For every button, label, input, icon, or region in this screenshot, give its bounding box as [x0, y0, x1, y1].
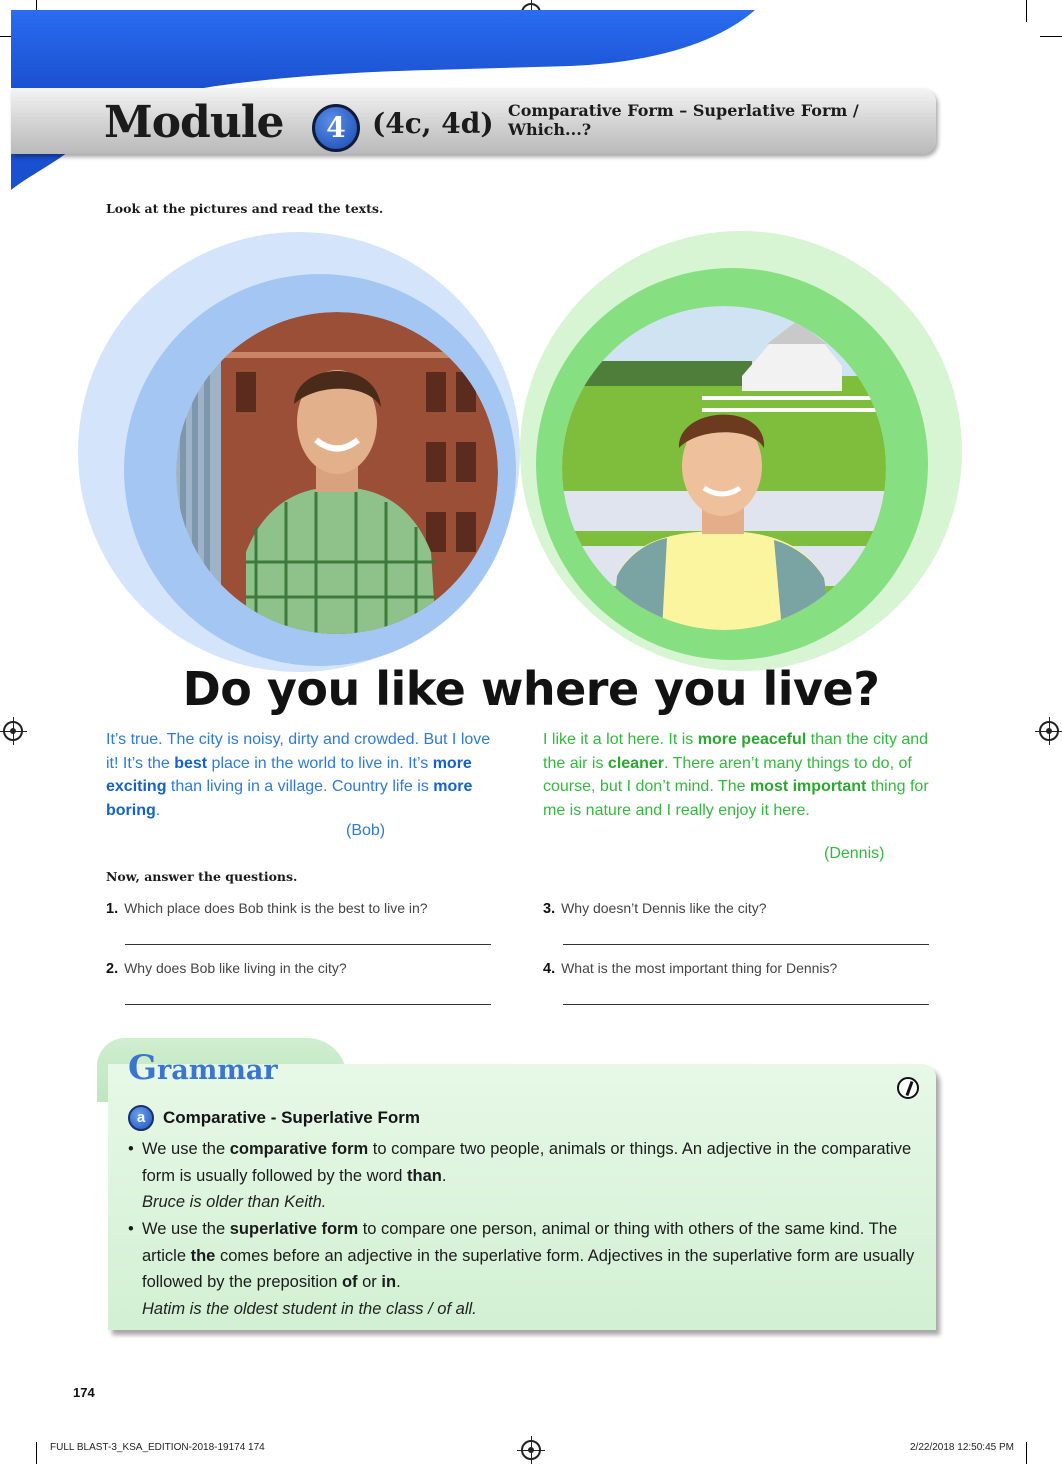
dennis-photo — [562, 306, 886, 630]
bob-text: It’s true. The city is noisy, dirty and crowded. But I love it! It’s the best place in the world to live in. It’s more exciting than living in a village. Country life is more boring. — [106, 731, 491, 819]
highlight-more-boring: more boring — [106, 778, 473, 819]
crop-mark — [36, 1442, 37, 1464]
answer-line-1[interactable] — [125, 944, 491, 945]
print-slug-right: 2/22/2018 12:50:45 PM — [910, 1442, 1014, 1453]
answer-line-2[interactable] — [125, 1004, 491, 1005]
dennis-signature: (Dennis) — [824, 845, 885, 862]
crop-mark — [1026, 1442, 1027, 1464]
grammar-section-title: Comparative - Superlative Form — [163, 1108, 420, 1127]
answer-line-3[interactable] — [563, 944, 929, 945]
highlight-cleaner: cleaner — [607, 754, 664, 772]
grammar-bullet-superlative: • We use the superlative form to compare one person, animal or thing with others of the same kind. The article the comes before an adjective in the superlative form. Adjectives in the superlative form are usually followed by the preposition of or in. Hatim is the oldest student in the class / of all. — [128, 1216, 918, 1322]
module-topic — [508, 101, 859, 139]
bob-signature: (Bob) — [346, 822, 386, 839]
instruction-read-texts: Look at the pictures and read the texts. — [106, 201, 384, 216]
highlight-most-important: most important — [749, 778, 867, 795]
question-1: 1. Which place does Bob think is the best to live in? — [106, 900, 428, 917]
question-3: 3. Why doesn’t Dennis like the city? — [543, 900, 767, 917]
grammar-title: Grammar — [128, 1048, 278, 1088]
example-comparative: Bruce is older than Keith. — [142, 1193, 327, 1211]
bob-photo — [176, 312, 498, 634]
highlight-best: best — [174, 754, 208, 772]
crop-mark — [1040, 36, 1062, 37]
module-label: Module — [104, 97, 284, 148]
bullet-icon: • — [128, 1220, 134, 1238]
print-slug-left: FULL BLAST-3_KSA_EDITION-2018-19174 174 — [50, 1442, 265, 1453]
grammar-bullet-comparative: • We use the comparative form to compare two people, animals or things. An adjective in the comparative form is usually followed by the word than. Bruce is older than Keith. — [128, 1136, 918, 1216]
page-number: 174 — [73, 1385, 95, 1400]
highlight-more-peaceful: more peaceful — [697, 731, 807, 748]
question-2: 2. Why does Bob like living in the city? — [106, 960, 347, 977]
module-sections: (4c, 4d) — [372, 107, 494, 140]
instruction-answer-questions: Now, answer the questions. — [106, 869, 298, 884]
dennis-text: I like it a lot here. It is more peaceful than the city and the air is cleaner. There aren’t many things to do, of course, but I don’t mind. The most important thing for me is nature and I really enjoy it here. — [543, 731, 929, 819]
pen-icon — [897, 1077, 919, 1099]
bullet-icon: • — [128, 1140, 134, 1158]
highlight-more-exciting: more exciting — [106, 754, 472, 795]
registration-mark-icon — [3, 721, 23, 741]
crop-mark — [1026, 0, 1027, 22]
module-number-badge: 4 — [312, 104, 360, 152]
example-superlative: Hatim is the oldest student in the class / of all. — [142, 1299, 477, 1318]
topic-line-2: Which...? — [508, 120, 592, 139]
page-title: Do you like where you live? — [182, 662, 880, 716]
section-a-badge: a — [128, 1105, 154, 1131]
answer-line-4[interactable] — [563, 1004, 929, 1005]
topic-line-1: Comparative Form – Superlative Form / — [508, 101, 859, 120]
question-4: 4. What is the most important thing for Dennis? — [543, 960, 838, 977]
registration-mark-icon — [1039, 721, 1059, 741]
registration-mark-icon — [521, 1440, 541, 1460]
